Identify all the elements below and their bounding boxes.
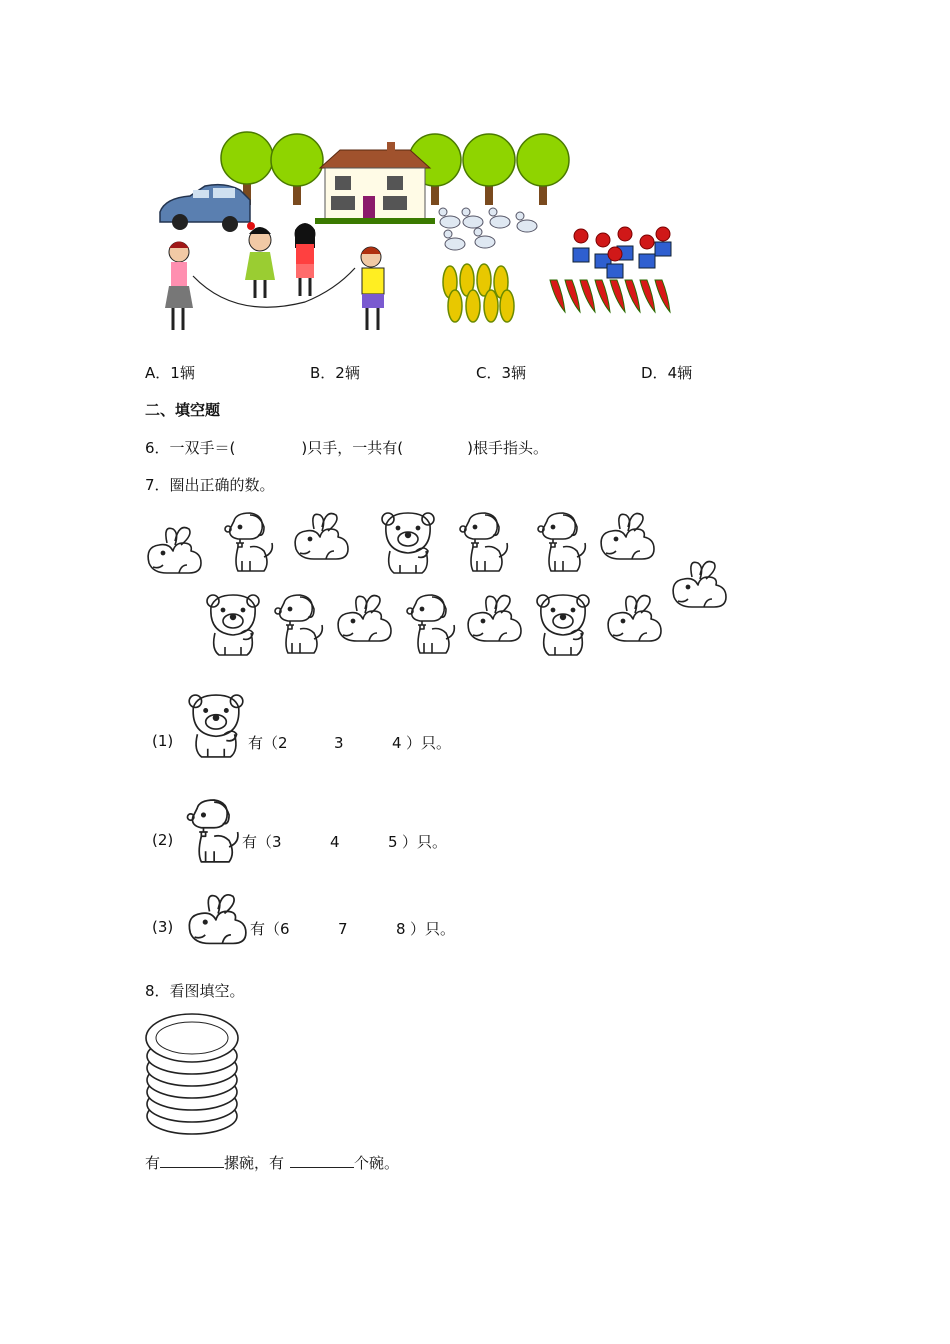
question-8-fill: 有 摞碗，有 个碗。 [145,1154,400,1172]
choice[interactable]: 7 [338,920,348,938]
option-a[interactable]: A．1辆 [145,364,195,382]
bear-icon [382,513,434,573]
rabbit-icon [608,596,661,642]
rabbit-icon [338,596,391,642]
peppers-icon [550,280,670,312]
child-icon [165,242,193,331]
choice[interactable]: 3 [272,833,282,851]
choice[interactable]: 4 [392,734,402,752]
rabbit-icon [186,890,248,952]
flowerpots-icon [573,227,671,278]
child-icon [361,247,384,330]
question-8-title: 8．看图填空。 [145,982,245,1000]
scene-illustration [155,130,695,340]
choice[interactable]: 2 [278,734,288,752]
q7-item-3: 有（6 7 8 ）只。 [250,920,456,938]
car-icon [160,185,250,232]
rabbit-icon [673,562,726,608]
choice[interactable]: 5 [388,833,398,851]
dog-icon [225,513,272,571]
answer-blank[interactable] [290,1153,354,1168]
q7-item-3-label: (3) [152,918,174,936]
q7-item-2-label: (2) [152,831,174,849]
option-b[interactable]: B．2辆 [310,364,360,382]
answer-blank[interactable] [160,1153,224,1168]
corn-icon [443,264,514,322]
option-d[interactable]: D．4辆 [641,364,693,382]
choice[interactable]: 8 [396,920,406,938]
bear-icon [537,595,589,655]
q7-item-1-label: (1) [152,732,174,750]
q7-item-1: 有（2 3 4 ）只。 [248,734,452,752]
dog-icon [275,595,322,653]
choice[interactable]: 3 [334,734,344,752]
rabbit-icon [148,528,201,574]
section-title: 二、填空题 [145,401,221,419]
bear-icon [207,595,259,655]
tree-icon [517,134,569,205]
option-c[interactable]: C．3辆 [476,364,527,382]
question-6: 6．一双手＝( )只手，一共有( )根手指头。 [145,439,548,457]
rabbit-icon [468,596,521,642]
bowl-stack-icon [145,1012,240,1137]
tree-icon [463,134,515,205]
jump-rope [193,268,355,307]
dog-icon [182,800,242,864]
child-icon [295,223,315,296]
dog-icon [538,513,585,571]
dog-icon [407,595,454,653]
child-icon [245,222,275,298]
dog-icon [460,513,507,571]
q7-item-2: 有（3 4 5 ）只。 [242,833,448,851]
ducks-icon [439,208,537,250]
rabbit-icon [295,514,348,560]
bear-icon [186,693,246,759]
choice[interactable]: 4 [330,833,340,851]
question-7-title: 7．圈出正确的数。 [145,476,275,494]
tree-icon [271,134,323,205]
rabbit-icon [601,514,654,560]
animals-grid [140,505,740,665]
choice[interactable]: 6 [280,920,290,938]
